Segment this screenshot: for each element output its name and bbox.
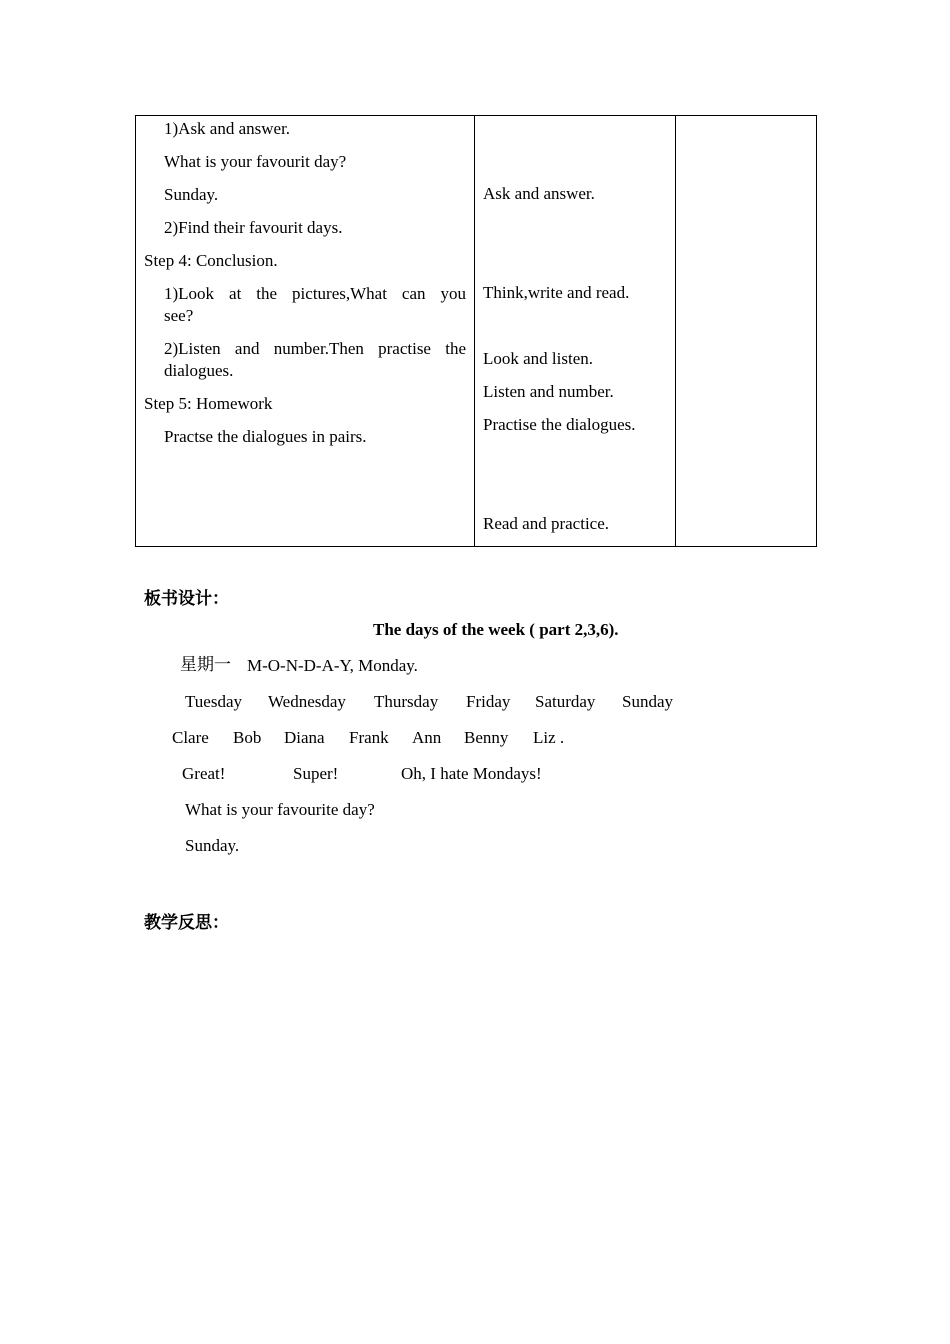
step3-item2: 2)Find their favourit days. bbox=[164, 218, 343, 237]
step4-item1-line1: 1)Look at the pictures,What can you bbox=[164, 284, 466, 303]
step5-heading: Step 5: Homework bbox=[144, 394, 273, 413]
step3-answer: Sunday. bbox=[164, 185, 219, 204]
board-exclaim: Super! bbox=[293, 764, 339, 783]
student-read: Read and practice. bbox=[483, 514, 610, 533]
board-question: What is your favourite day? bbox=[185, 800, 375, 819]
student-practise: Practise the dialogues. bbox=[483, 415, 636, 434]
step4-item2-line2: dialogues. bbox=[164, 361, 234, 380]
homework-text: Practse the dialogues in pairs. bbox=[164, 427, 367, 446]
student-activity-cell bbox=[475, 116, 676, 547]
board-title: The days of the week ( part 2,3,6). bbox=[373, 620, 619, 639]
lesson-table bbox=[135, 115, 817, 547]
board-cn-monday: 星期一 bbox=[180, 655, 231, 674]
step3-item1: 1)Ask and answer. bbox=[164, 119, 291, 138]
board-answer: Sunday. bbox=[185, 836, 240, 855]
board-name: Frank bbox=[349, 728, 389, 747]
board-design-heading: 板书设计： bbox=[144, 589, 229, 608]
board-name: Ann bbox=[412, 728, 442, 747]
step3-question: What is your favourit day? bbox=[164, 152, 347, 171]
board-day: Thursday bbox=[374, 692, 439, 711]
student-think: Think,write and read. bbox=[483, 283, 630, 302]
board-exclaim: Great! bbox=[182, 764, 226, 783]
reflection-heading: 教学反思： bbox=[144, 913, 229, 932]
student-look: Look and listen. bbox=[483, 349, 594, 368]
step4-item2-line1: 2)Listen and number.Then practise the bbox=[164, 339, 466, 358]
board-day: Saturday bbox=[535, 692, 596, 711]
board-name: Bob bbox=[233, 728, 262, 747]
student-listen: Listen and number. bbox=[483, 382, 614, 401]
student-ask: Ask and answer. bbox=[483, 184, 595, 203]
step4-item1-line2: see? bbox=[164, 306, 194, 325]
notes-cell bbox=[676, 116, 817, 547]
board-name: Diana bbox=[284, 728, 325, 747]
board-monday-spelling: M-O-N-D-A-Y, Monday. bbox=[247, 656, 418, 675]
board-day: Tuesday bbox=[185, 692, 242, 711]
board-name: Benny bbox=[464, 728, 509, 747]
board-day: Friday bbox=[466, 692, 511, 711]
step4-heading: Step 4: Conclusion. bbox=[144, 251, 278, 270]
board-name: Liz . bbox=[533, 728, 565, 747]
board-day: Wednesday bbox=[268, 692, 346, 711]
teacher-activity-cell bbox=[136, 116, 475, 547]
board-name: Clare bbox=[172, 728, 209, 747]
board-exclaim: Oh, I hate Mondays! bbox=[401, 764, 542, 783]
board-day: Sunday bbox=[622, 692, 673, 711]
